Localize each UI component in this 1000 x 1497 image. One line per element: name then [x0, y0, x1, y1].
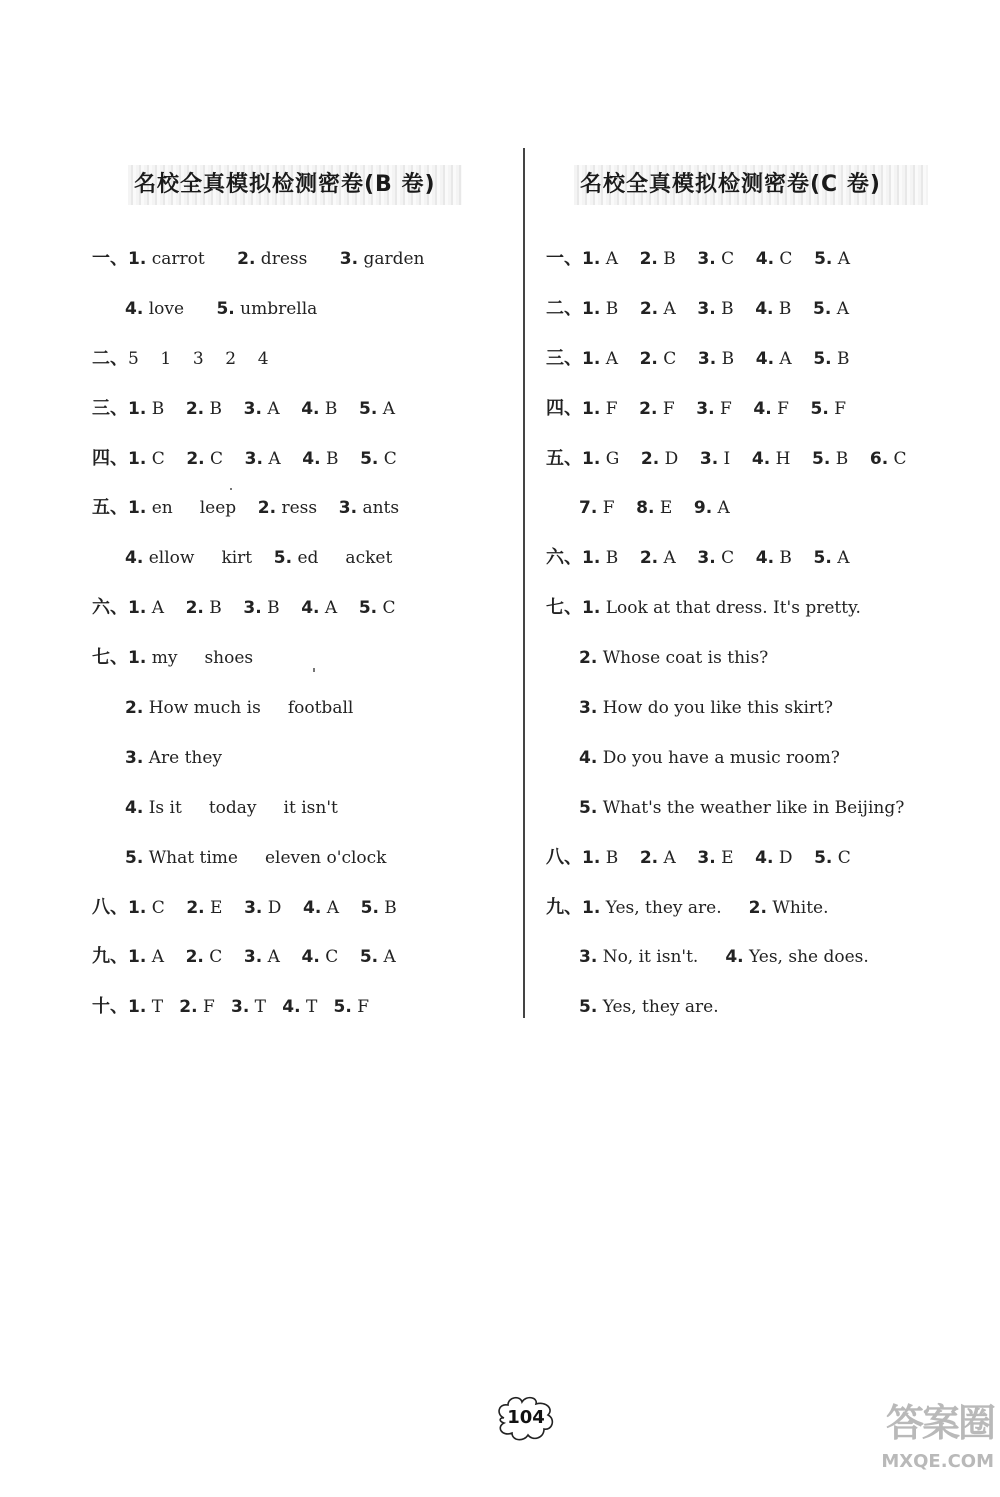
- question-number: 4.: [125, 548, 144, 569]
- answer-line: [546, 930, 976, 980]
- question-number: 2.: [579, 648, 598, 669]
- answer-text: my shoes: [146, 648, 254, 669]
- question-number: 5.: [814, 847, 833, 868]
- question-number: 3.: [579, 698, 598, 719]
- answer-text: Yes, they are.: [600, 897, 749, 918]
- answer-text: A: [774, 348, 814, 369]
- answer-line: [546, 581, 976, 631]
- section-number: 二、: [92, 347, 128, 369]
- answer-text: T: [300, 997, 334, 1018]
- question-number: 4.: [755, 348, 775, 369]
- answer-text: White.: [766, 897, 829, 918]
- section-number: 四、: [546, 397, 582, 419]
- answer-text: B: [831, 348, 850, 369]
- answer-text: A: [321, 897, 361, 918]
- question-number: 3.: [697, 249, 716, 269]
- question-number: 2.: [639, 398, 658, 419]
- question-number: 4.: [753, 398, 772, 419]
- question-number: 2.: [185, 598, 204, 619]
- answer-line: [546, 831, 976, 881]
- answer-text: C: [203, 947, 244, 968]
- answer-text: D: [262, 897, 304, 918]
- question-number: 2.: [639, 249, 658, 269]
- answer-text: E: [204, 897, 245, 918]
- section-number: 五、: [92, 497, 128, 519]
- answer-line: [92, 980, 512, 1030]
- question-number: 3.: [699, 448, 719, 469]
- answer-text: en leep: [146, 498, 258, 519]
- answer-line: [92, 232, 512, 282]
- section-number: 八、: [92, 896, 128, 918]
- question-number: 5.: [579, 797, 598, 818]
- answer-text: How much is football: [143, 698, 354, 719]
- question-number: 4.: [282, 997, 301, 1018]
- question-number: 5.: [273, 548, 293, 569]
- question-number: 9.: [693, 498, 713, 519]
- answer-text: Yes, they are.: [597, 997, 719, 1018]
- answer-text: Yes, she does.: [743, 947, 869, 968]
- question-number: 2.: [186, 448, 205, 469]
- answer-column-b: [92, 232, 512, 1030]
- question-number: 1.: [128, 448, 147, 469]
- question-number: 5.: [813, 348, 832, 369]
- question-number: 5.: [358, 598, 378, 619]
- answer-text: C: [888, 448, 907, 469]
- question-number: 4.: [755, 298, 774, 319]
- answer-text: B: [600, 298, 640, 319]
- question-number: 5.: [359, 398, 378, 419]
- question-number: 2.: [748, 897, 767, 918]
- watermark-logo-text: 答案圈: [885, 1401, 994, 1445]
- answer-text: C: [715, 548, 756, 569]
- answer-line: [92, 881, 512, 931]
- question-number: 5.: [333, 997, 352, 1018]
- question-number: 2.: [237, 249, 256, 269]
- answer-text: ed acket: [292, 548, 393, 569]
- question-number: 4.: [303, 897, 322, 918]
- answer-text: F: [351, 997, 370, 1018]
- answer-text: B: [773, 298, 814, 319]
- question-number: 5.: [360, 897, 379, 918]
- question-number: 5.: [360, 448, 379, 469]
- question-number: 4.: [755, 249, 775, 269]
- answer-text: Do you have a music room?: [597, 747, 840, 768]
- section-number: 八、: [546, 846, 582, 868]
- section-number: 一、: [546, 248, 582, 269]
- answer-text: ress: [276, 498, 339, 519]
- question-number: 8.: [636, 498, 655, 519]
- answer-line: [92, 581, 512, 631]
- question-number: 5.: [579, 997, 598, 1018]
- answer-text: dress: [255, 249, 340, 269]
- question-number: 1.: [582, 847, 601, 868]
- answer-text: G: [600, 448, 641, 469]
- answer-text: C: [146, 897, 187, 918]
- question-number: 1.: [582, 598, 601, 619]
- section-number: 十、: [92, 996, 128, 1018]
- question-number: 2.: [179, 997, 198, 1018]
- answer-text: E: [654, 498, 694, 519]
- section-number: 七、: [92, 647, 128, 669]
- answer-text: T: [146, 997, 180, 1018]
- question-number: 1.: [582, 897, 601, 918]
- answer-text: A: [378, 947, 396, 968]
- answer-text: B: [261, 598, 302, 619]
- answer-text: A: [832, 249, 851, 269]
- answer-text: Whose coat is this?: [597, 648, 769, 669]
- question-number: 2.: [185, 947, 204, 968]
- question-number: 3.: [230, 997, 250, 1018]
- question-number: 1.: [128, 249, 147, 269]
- question-number: 2.: [257, 498, 277, 519]
- answer-text: C: [319, 947, 360, 968]
- answer-line: [546, 731, 976, 781]
- question-number: 3.: [125, 747, 144, 768]
- section-number: 三、: [92, 397, 128, 419]
- answer-text: H: [770, 448, 813, 469]
- left-section-title: 名校全真模拟检测密卷(B 卷): [128, 165, 462, 205]
- question-number: 1.: [128, 598, 147, 619]
- question-number: 5.: [810, 398, 829, 419]
- answer-line: [92, 631, 512, 681]
- answer-line: [546, 481, 976, 531]
- question-number: 1.: [582, 298, 601, 319]
- question-number: 3.: [697, 298, 716, 319]
- answer-line: [92, 332, 512, 382]
- question-number: 5.: [216, 298, 235, 319]
- answer-text: B: [774, 548, 814, 569]
- question-number: 5.: [813, 548, 832, 569]
- answer-text: What time eleven o'clock: [143, 847, 387, 868]
- question-number: 4.: [125, 298, 144, 319]
- answer-line: [546, 282, 976, 332]
- question-number: 4.: [301, 947, 320, 968]
- answer-text: B: [600, 548, 640, 569]
- question-number: 1.: [128, 997, 147, 1018]
- question-number: 3.: [243, 598, 262, 619]
- answer-text: F: [771, 398, 811, 419]
- answer-text: No, it isn't.: [597, 947, 726, 968]
- answer-text: E: [715, 847, 756, 868]
- question-number: 3.: [338, 498, 358, 519]
- answer-text: How do you like this skirt?: [597, 698, 833, 719]
- answer-text: Is it today it isn't: [143, 797, 338, 818]
- question-number: 1.: [582, 398, 601, 419]
- answer-text: B: [319, 398, 360, 419]
- answer-line: [546, 531, 976, 581]
- answer-text: love: [143, 298, 217, 319]
- answer-line: [546, 980, 976, 1030]
- question-number: 3.: [243, 398, 262, 419]
- question-number: 3.: [339, 249, 359, 269]
- answer-text: umbrella: [234, 298, 318, 319]
- answer-text: C: [378, 448, 397, 469]
- question-number: 3.: [243, 947, 263, 968]
- question-number: 2.: [640, 448, 660, 469]
- answer-text: F: [828, 398, 846, 419]
- question-number: 4.: [725, 947, 744, 968]
- answer-text: A: [146, 947, 186, 968]
- question-number: 7.: [579, 498, 598, 519]
- page-number-badge: [494, 1395, 558, 1441]
- question-number: 4.: [755, 847, 774, 868]
- question-number: 3.: [696, 398, 715, 419]
- question-number: 4.: [755, 548, 775, 569]
- answer-text: B: [600, 847, 640, 868]
- answer-text: F: [197, 997, 231, 1018]
- answer-text: B: [204, 398, 244, 419]
- question-number: 5.: [813, 298, 832, 319]
- answer-text: T: [249, 997, 283, 1018]
- section-number: 一、: [92, 248, 128, 269]
- answer-column-c: [546, 232, 976, 1030]
- section-number: 六、: [546, 547, 582, 569]
- question-number: 4.: [579, 747, 598, 768]
- question-number: 4.: [125, 797, 144, 818]
- answer-line: [546, 631, 976, 681]
- answer-line: [92, 781, 512, 831]
- answer-text: F: [714, 398, 754, 419]
- answer-text: A: [377, 398, 396, 419]
- question-number: 1.: [128, 897, 147, 918]
- section-number: 七、: [546, 597, 582, 619]
- answer-text: Are they: [143, 747, 223, 768]
- section-number: 二、: [546, 297, 582, 319]
- answer-text: F: [597, 498, 637, 519]
- answer-text: A: [262, 448, 303, 469]
- answer-text: A: [658, 847, 698, 868]
- question-number: 1.: [128, 398, 147, 419]
- answer-text: C: [832, 847, 851, 868]
- answer-line: [92, 282, 512, 332]
- question-number: 1.: [128, 498, 147, 519]
- section-number: 四、: [92, 447, 128, 469]
- answer-text: A: [319, 598, 359, 619]
- answer-text: B: [378, 897, 397, 918]
- section-number: 九、: [546, 896, 582, 918]
- answer-text: B: [320, 448, 361, 469]
- answer-text: garden: [358, 249, 425, 269]
- question-number: 2.: [639, 298, 659, 319]
- question-number: 2.: [186, 897, 205, 918]
- question-number: 4.: [301, 398, 320, 419]
- watermark-url: MXQE.COM: [881, 1451, 994, 1472]
- question-number: 3.: [244, 897, 263, 918]
- answer-text: B: [715, 298, 756, 319]
- answer-line: [546, 681, 976, 731]
- answer-line: [92, 481, 512, 531]
- answer-text: D: [659, 448, 700, 469]
- answer-text: C: [377, 598, 396, 619]
- answer-line: [546, 781, 976, 831]
- question-number: 1.: [582, 548, 601, 569]
- answer-text: What's the weather like in Beijing?: [597, 797, 905, 818]
- question-number: 1.: [582, 249, 601, 269]
- site-watermark: [844, 1397, 994, 1489]
- answer-text: C: [657, 348, 698, 369]
- answer-line: [92, 930, 512, 980]
- answer-text: A: [658, 548, 698, 569]
- answer-text: B: [146, 398, 186, 419]
- scan-speck: [230, 488, 232, 490]
- question-number: 3.: [697, 348, 717, 369]
- answer-text: F: [600, 398, 640, 419]
- answer-text: I: [718, 448, 752, 469]
- answer-text: A: [146, 598, 186, 619]
- answer-text: A: [262, 947, 302, 968]
- answer-line: [546, 332, 976, 382]
- question-number: 2.: [639, 348, 658, 369]
- answer-line: [92, 531, 512, 581]
- answer-line: [92, 382, 512, 432]
- answer-text: A: [261, 398, 302, 419]
- section-number: 三、: [546, 347, 582, 369]
- question-number: 3.: [697, 548, 716, 569]
- answer-text: A: [658, 298, 698, 319]
- question-number: 2.: [185, 398, 205, 419]
- section-number: 五、: [546, 447, 582, 469]
- question-number: 1.: [128, 947, 147, 968]
- question-number: 4.: [302, 448, 321, 469]
- scan-speck: [313, 668, 315, 672]
- question-number: 2.: [125, 698, 144, 719]
- answer-text: ants: [357, 498, 400, 519]
- answer-text: C: [204, 448, 245, 469]
- section-number: 六、: [92, 597, 128, 619]
- answer-text: F: [657, 398, 697, 419]
- answer-text: D: [773, 847, 815, 868]
- right-section-title: 名校全真模拟检测密卷(C 卷): [574, 165, 928, 205]
- answer-text: A: [831, 298, 850, 319]
- answer-text: 5 1 3 2 4: [128, 348, 269, 369]
- column-divider: [523, 148, 525, 1018]
- question-number: 2.: [639, 548, 659, 569]
- section-number: 九、: [92, 946, 128, 968]
- answer-text: ellow kirt: [143, 548, 274, 569]
- question-number: 5.: [812, 448, 831, 469]
- question-number: 3.: [579, 947, 598, 968]
- page-number: 104: [507, 1407, 545, 1428]
- answer-line: [546, 232, 976, 282]
- question-number: 3.: [244, 448, 263, 469]
- answer-text: Look at that dress. It's pretty.: [600, 598, 861, 619]
- answer-text: A: [712, 498, 730, 519]
- question-number: 6.: [869, 448, 889, 469]
- question-number: 1.: [582, 448, 601, 469]
- answer-text: A: [831, 548, 850, 569]
- question-number: 1.: [582, 348, 601, 369]
- answer-line: [546, 432, 976, 482]
- answer-text: A: [600, 249, 640, 269]
- question-number: 4.: [301, 598, 320, 619]
- answer-text: B: [203, 598, 244, 619]
- question-number: 4.: [751, 448, 771, 469]
- answer-line: [92, 831, 512, 881]
- answer-text: carrot: [146, 249, 238, 269]
- answer-text: B: [657, 249, 698, 269]
- answer-text: B: [716, 348, 756, 369]
- question-number: 1.: [128, 648, 147, 669]
- question-number: 5.: [359, 947, 379, 968]
- question-number: 3.: [697, 847, 716, 868]
- answer-text: C: [146, 448, 187, 469]
- answer-line: [546, 382, 976, 432]
- answer-line: [92, 731, 512, 781]
- answer-text: C: [774, 249, 815, 269]
- answer-text: A: [600, 348, 640, 369]
- question-number: 5.: [125, 847, 144, 868]
- answer-line: [92, 432, 512, 482]
- answer-line: [546, 881, 976, 931]
- question-number: 2.: [639, 847, 659, 868]
- question-number: 5.: [814, 249, 833, 269]
- answer-line: [92, 681, 512, 731]
- answer-text: C: [715, 249, 756, 269]
- answer-text: B: [830, 448, 870, 469]
